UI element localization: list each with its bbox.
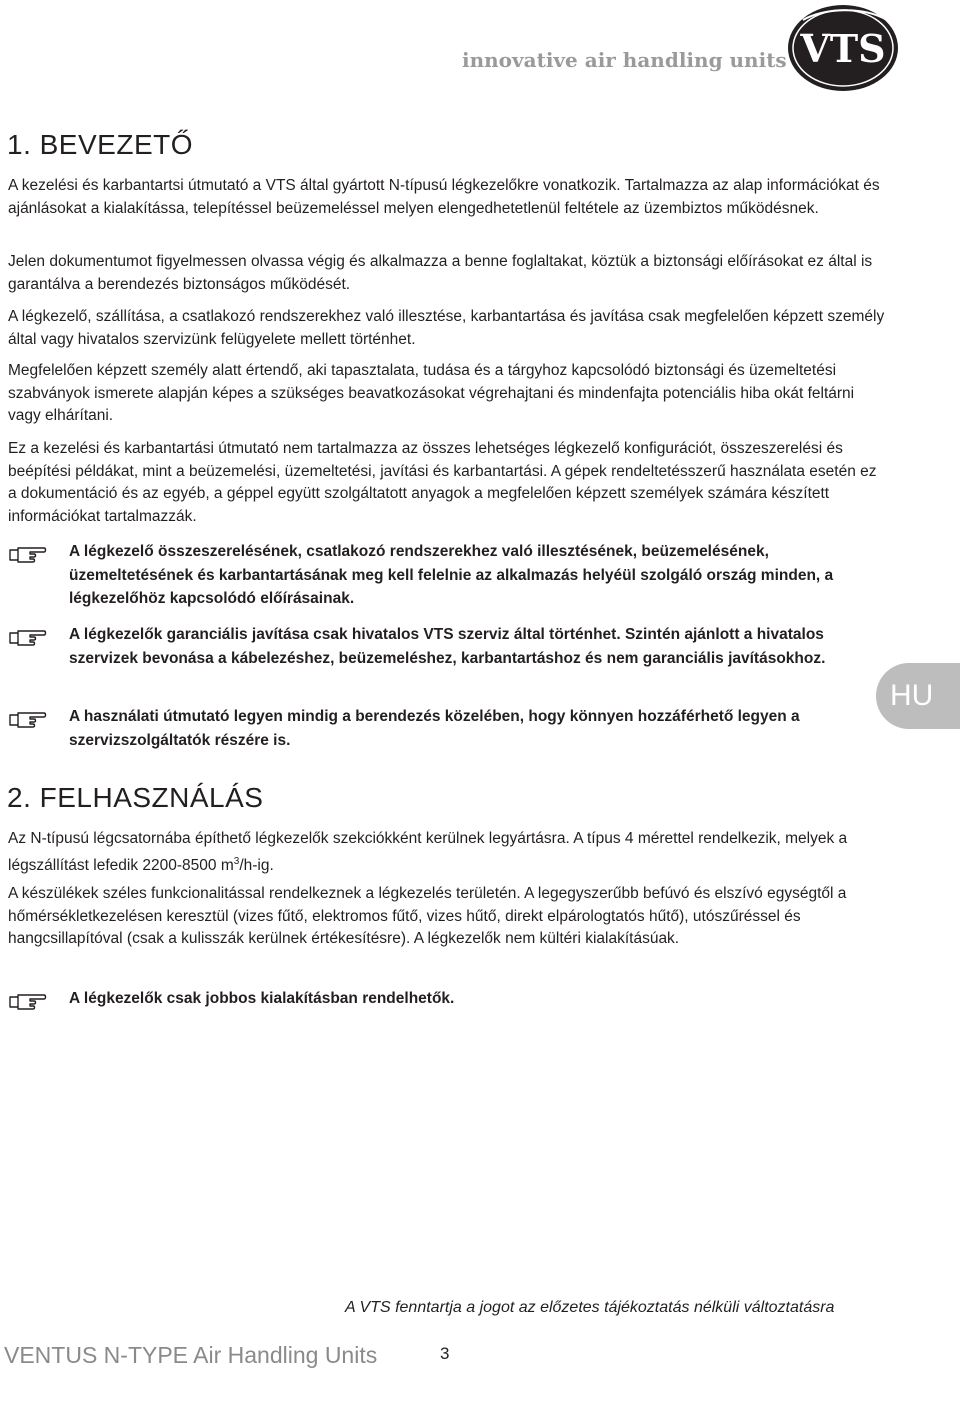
paragraph: Ez a kezelési és karbantartási útmutató nem tartalmazza az összes lehetséges légkezelő konfigurációt, összeszerelési és beépítési példákat, mint a beüzemelési, üzemeltetési, javítási és karbantartási. A gépek rendeltetésszerű használata esetén ez a dokumentáció és az egyéb, a géppel együtt szolgáltatott anyagok a megfelelően képzett személyek számára készített információkat tartalmazzák. [8, 440, 877, 525]
note-text: A légkezelő összeszerelésének, csatlakozó rendszerekhez való illesztésének, beüzemelésének, üzemeltetésének és karbantartásának meg kell felelnie az alkalmazás helyéül szolgáló ország minden, a légkezelőhöz kapcsolódó előírásainak. [69, 543, 834, 607]
pointing-hand-icon [8, 990, 48, 1012]
language-badge: HU [876, 663, 960, 729]
paragraph: A kezelési és karbantartsi útmutató a VTS által gyártott N-típusú légkezelőkre vonatkozik. Tartalmazza az alap információkat és ajánlásokat a kialakítássa, telepítéssel beüzemeléssel melyen elengedhetetlenül feltétele az üzembiztos működésnek. [8, 177, 880, 217]
note-text: A légkezelők garanciális javítása csak hivatalos VTS szerviz által történhet. Szintén ajánlott a hivatalos szervizek bevonása a kábelezéshez, beüzemeléshez, karbantartáshoz és nem garanciális javításokhoz. [69, 626, 826, 667]
paragraph: A készülékek széles funkcionalitással rendelkeznek a légkezelés területén. A legegyszerűbb befúvó és elszívó egységtől a hőmérsékletkezelésen keresztül (vizes fűtő, elektromos fűtő, vizes hűtő, direkt elpárologtatós hűtő), utószűréssel és hangcsillapítóval (csak a kulisszák kerülnek értékesítésre). A légkezelők nem kültéri kialakításúak. [8, 885, 847, 947]
vts-logo [783, 2, 901, 94]
note-text: A használati útmutató legyen mindig a berendezés közelében, hogy könnyen hozzáférhető legyen a szervizszolgáltatók részére is. [69, 708, 800, 749]
page-number: 3 [440, 1344, 450, 1363]
paragraph: Jelen dokumentumot figyelmessen olvassa végig és alkalmazza a benne foglaltakat, köztük a biztonsági előírásokat ez által is garantálva a berendezés biztonságos működését. [8, 253, 873, 293]
footer-doc-title: VENTUS N-TYPE Air Handling Units [4, 1342, 378, 1368]
logo-text: VTS [800, 26, 886, 71]
header-tagline: innovative air handling units [462, 48, 787, 72]
section-1-title: 1. BEVEZETŐ [7, 129, 193, 160]
paragraph: A légkezelő, szállítása, a csatlakozó rendszerekhez való illesztése, karbantartása és javítása csak megfelelően képzett személy által vagy hivatalos szervizünk felügyelete mellett történhet. [8, 308, 885, 348]
disclaimer: A VTS fenntartja a jogot az előzetes tájékoztatás nélküli változtatásra [345, 1299, 835, 1316]
note-text: A légkezelők csak jobbos kialakításban rendelhetők. [69, 990, 455, 1007]
pointing-hand-icon [8, 543, 48, 565]
paragraph-text: Az N-típusú légcsatornába építhető légkezelők szekciókként kerülnek legyártásra. A típus 4 mérettel rendelkezik, melyek a légszállítást lefedik 2200-8500 m [8, 830, 848, 874]
paragraph-text: /h-ig. [239, 856, 274, 874]
pointing-hand-icon [8, 708, 48, 730]
superscript: 3 [233, 855, 240, 867]
paragraph: Megfelelően képzett személy alatt értendő, aki tapasztalata, tudása és a tárgyhoz kapcsolódó biztonsági és üzemeltetési szabványok ismerete alapján képes a szükséges beavatkozásokat végrehajtani és mindenfajta potenciális hiba okát feltárni vagy elhárítani. [8, 362, 855, 424]
paragraph [8, 828, 888, 877]
section-2-title: 2. FELHASZNÁLÁS [7, 782, 264, 813]
pointing-hand-icon [8, 626, 48, 648]
